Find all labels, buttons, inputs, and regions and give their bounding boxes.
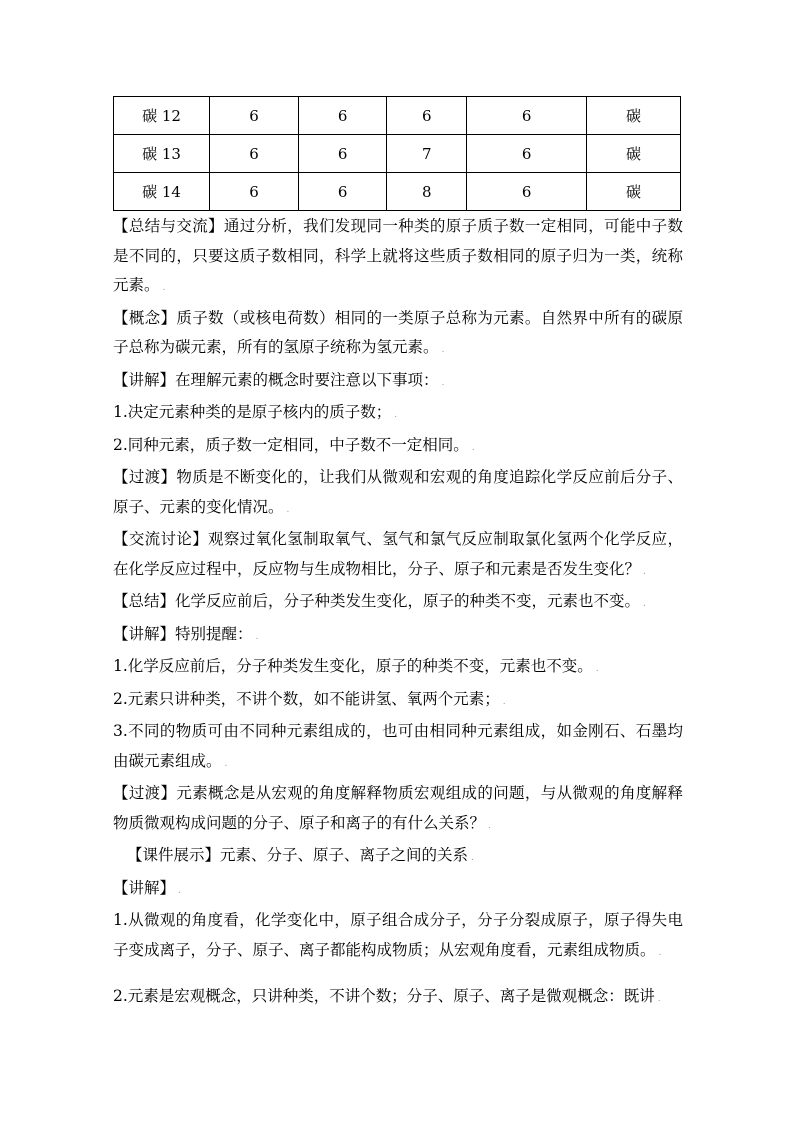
paragraph-lecture-2-item-1 xyxy=(113,652,683,685)
table-cell: 碳 12 xyxy=(114,97,210,135)
document-body xyxy=(113,212,683,1015)
table-row xyxy=(114,97,681,135)
paragraph-mark: . xyxy=(441,345,445,355)
paragraph-text: 1.决定元素种类的是原子核内的质子数； xyxy=(113,403,392,421)
paragraph-mark: . xyxy=(658,947,662,958)
paragraph-lecture-2-item-3 xyxy=(113,717,683,779)
table-cell: 8 xyxy=(387,173,467,211)
paragraph-lecture-2-item-2 xyxy=(113,685,683,718)
paragraph-text: 【课件展示】元素、分子、原子、离子之间的关系 xyxy=(127,846,469,864)
paragraph-text: 【讲解】 xyxy=(113,878,176,897)
paragraph-text: 1.从微观的角度看，化学变化中，原子组合成分子，分子分裂成原子，原子得失电子变成离子，分子、原子、离子都能构成物质；从宏观角度看，元素组成物质。 xyxy=(113,911,683,959)
paragraph-text: 2.元素是宏观概念，只讲种类，不讲个数；分子、原子、离子是微观概念：既讲 xyxy=(113,987,655,1005)
paragraph-summary xyxy=(113,587,683,620)
paragraph-lecture-1-item-2 xyxy=(113,431,683,464)
paragraph-mark: . xyxy=(162,283,166,293)
paragraph-mark: . xyxy=(643,599,646,609)
paragraph-mark: . xyxy=(394,410,398,420)
table-cell: 6 xyxy=(210,97,299,135)
paragraph-mark: . xyxy=(255,631,259,642)
carbon-isotope-table xyxy=(113,96,681,211)
paragraph-text: 1.化学反应前后，分子种类发生变化，原子的种类不变，元素也不变。 xyxy=(113,657,593,675)
table-cell: 6 xyxy=(299,173,387,211)
paragraph-mark: . xyxy=(441,377,445,388)
paragraph-text: 【概念】质子数（或核电荷数）相同的一类原子总称为元素。自然界中所有的碳原子总称为碳元素，所有的氢原子统称为氢元素。 xyxy=(113,308,683,356)
paragraph-lecture-3 xyxy=(113,874,683,907)
paragraph-gap xyxy=(113,968,683,982)
table-cell: 6 xyxy=(210,135,299,173)
table-row xyxy=(114,173,681,211)
table-row xyxy=(114,135,681,173)
table-cell: 碳 xyxy=(586,97,680,135)
paragraph-lecture-2 xyxy=(113,620,683,653)
paragraph-text: 3.不同的物质可由不同种元素组成的，也可由相同种元素组成，如金刚石、石墨均由碳元素组成。 xyxy=(113,722,683,770)
paragraph-text: 【交流讨论】观察过氧化氢制取氧气、氢气和氯气反应制取氯化氢两个化学反应，在化学反应过程中，反应物与生成物相比，分子、原子和元素是否发生变化？ xyxy=(113,530,683,578)
paragraph-text: 2.元素只讲种类，不讲个数，如不能讲氢、氧两个元素； xyxy=(113,689,500,708)
paragraph-text: 【过渡】物质是不断变化的，让我们从微观和宏观的角度追踪化学反应前后分子、原子、元素的变化情况。 xyxy=(113,468,683,516)
paragraph-text: 【过渡】元素概念是从宏观的角度解释物质宏观组成的问题，与从微观的角度解释物质微观构成问题的分子、原子和离子的有什么关系？ xyxy=(113,784,683,832)
table-cell: 6 xyxy=(299,97,387,135)
paragraph-summary-exchange xyxy=(113,212,683,304)
paragraph-text: 【总结与交流】通过分析，我们发现同一种类的原子质子数一定相同，可能中子数是不同的，只要这质子数相同，科学上就将这些质子数相同的原子归为一类，统称元素。 xyxy=(113,217,683,294)
paragraph-mark: . xyxy=(595,664,599,674)
table-cell: 6 xyxy=(387,97,467,135)
paragraph-text: 【讲解】在理解元素的概念时要注意以下事项： xyxy=(113,370,439,389)
paragraph-courseware xyxy=(113,841,683,874)
paragraph-text: 【总结】化学反应前后，分子种类发生变化，原子的种类不变，元素也不变。 xyxy=(113,592,641,610)
paragraph-discussion xyxy=(113,525,683,587)
paragraph-mark: . xyxy=(224,758,228,769)
paragraph-transition-2 xyxy=(113,779,683,841)
table-cell: 碳 14 xyxy=(114,173,210,211)
table-cell: 6 xyxy=(210,173,299,211)
paragraph-mark: . xyxy=(643,566,646,577)
paragraph-concept xyxy=(113,304,683,366)
table-cell: 碳 xyxy=(586,173,680,211)
table-cell: 6 xyxy=(299,135,387,173)
paragraph-transition-1 xyxy=(113,463,683,525)
paragraph-mark: . xyxy=(502,696,506,707)
table-cell: 6 xyxy=(467,97,587,135)
paragraph-text: 【讲解】特别提醒： xyxy=(113,624,253,643)
paragraph-mark: . xyxy=(657,994,661,1004)
paragraph-mark: . xyxy=(178,885,181,896)
paragraph-lecture-1-item-1 xyxy=(113,398,683,431)
paragraph-mark: . xyxy=(488,820,491,831)
table-cell: 7 xyxy=(387,135,467,173)
table-cell: 碳 13 xyxy=(114,135,210,173)
paragraph-lecture-3-item-1 xyxy=(113,906,683,968)
paragraph-mark: . xyxy=(471,853,474,863)
table-cell: 碳 xyxy=(586,135,680,173)
paragraph-text: 2.同种元素，质子数一定相同，中子数不一定相同。 xyxy=(113,435,469,454)
paragraph-mark: . xyxy=(471,442,475,453)
paragraph-mark: . xyxy=(286,504,290,515)
paragraph-lecture-3-item-2 xyxy=(113,982,683,1015)
paragraph-lecture-1 xyxy=(113,366,683,399)
table-cell: 6 xyxy=(467,173,587,211)
table-cell: 6 xyxy=(467,135,587,173)
